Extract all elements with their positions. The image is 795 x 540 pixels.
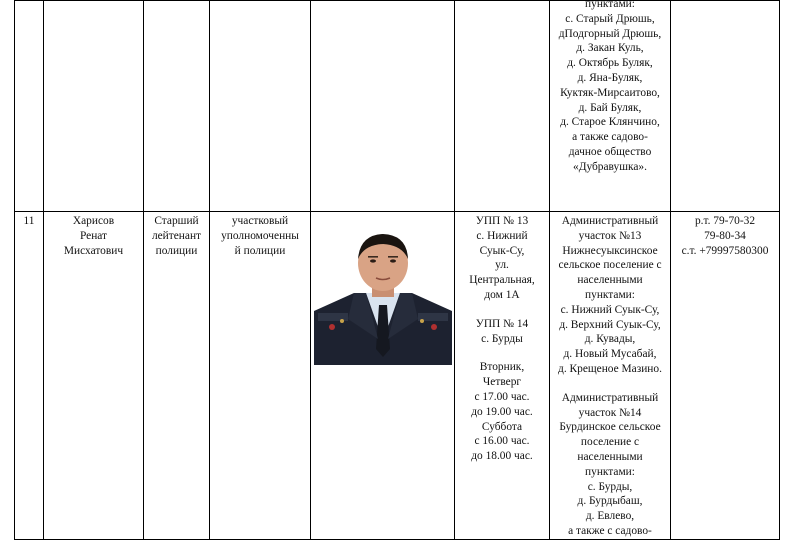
area-line: д. Крещеное Мазино. <box>558 362 662 375</box>
table-row <box>15 212 780 540</box>
area-line: д. Кувады, <box>584 333 636 346</box>
cell-position <box>210 212 311 540</box>
phone-line: р.т. 79-70-32 <box>694 215 756 227</box>
area-line: д. Закан Куль, <box>576 42 644 55</box>
office-line: с. Нижний <box>476 229 528 242</box>
area-line: пунктами: <box>585 288 635 301</box>
office-line: ул. <box>495 259 509 272</box>
area-line: дПодгорный Дрюшь, <box>558 27 662 40</box>
area-line <box>552 377 668 391</box>
cell-name <box>44 212 144 540</box>
area-line: населенными <box>577 274 643 287</box>
position-line: уполномоченны <box>221 229 299 242</box>
cell-office <box>455 1 550 212</box>
area-line: участок №14 <box>578 406 642 419</box>
cell-number <box>15 1 44 212</box>
area-line: «Дубравушка». <box>573 160 647 173</box>
cell-photo <box>311 1 455 212</box>
office-line: Центральная, <box>469 274 535 287</box>
area-line: Куктяк-Мирсаитово, <box>560 86 660 99</box>
name-line: Ренат <box>79 229 108 242</box>
office-line: дом 1А <box>484 288 520 301</box>
office-line <box>457 346 547 360</box>
area-line: а также с садово- <box>568 524 652 537</box>
officer-rank <box>144 212 209 258</box>
area-line: с. Старый Дрюшь, <box>565 12 655 25</box>
officer-name <box>44 212 143 258</box>
office-schedule <box>455 212 549 464</box>
cell-phone <box>671 1 780 212</box>
office-line <box>457 303 547 317</box>
officers-table <box>14 0 780 540</box>
cell-phone <box>671 212 780 540</box>
cell-area <box>550 212 671 540</box>
row-number: 11 <box>23 215 35 227</box>
officer-phones <box>671 212 779 258</box>
area-line: Нижнесуыксинское <box>562 244 658 257</box>
officer-photo <box>314 229 452 365</box>
cell-area <box>550 1 671 212</box>
rank-line: Старший <box>154 215 199 227</box>
area-line: д. Бурдыбаш, <box>577 495 643 508</box>
position-line: участковый <box>231 215 289 227</box>
cell-photo <box>311 212 455 540</box>
area-line: д. Бай Буляк, <box>578 101 642 114</box>
office-line: до 19.00 час. <box>471 405 533 418</box>
position-line: й полиции <box>234 244 286 257</box>
cell-rank <box>144 1 210 212</box>
office-line: с. Бурды <box>481 332 523 345</box>
area-line: пунктами: <box>585 465 635 478</box>
table-row-previous <box>15 1 780 212</box>
phone-line: с.т. +79997580300 <box>681 244 769 257</box>
cell-position <box>210 1 311 212</box>
area-line: Административный <box>561 391 659 404</box>
area-line: дачное общество <box>568 145 652 158</box>
office-line: УПП № 14 <box>475 317 529 330</box>
area-line: Административный <box>561 215 659 227</box>
area-line: сельское поселение с <box>558 259 662 272</box>
cell-rank <box>144 212 210 540</box>
cell-name <box>44 1 144 212</box>
rank-line: лейтенант <box>151 229 202 242</box>
area-line: Бурдинское сельское <box>559 421 661 434</box>
office-line: до 18.00 час. <box>471 450 533 463</box>
area-line: с. Бурды, <box>587 480 633 493</box>
area-line: участок №13 <box>578 229 642 242</box>
rank-line: полиции <box>155 244 198 257</box>
area-line: д. Октябрь Буляк, <box>567 57 653 70</box>
cell-office <box>455 212 550 540</box>
name-line: Харисов <box>72 215 115 227</box>
officer-portrait-image <box>314 229 452 365</box>
cell-number <box>15 212 44 540</box>
area-line: а также садово- <box>572 131 648 144</box>
area-line: д. Новый Мусабай, <box>563 348 657 361</box>
area-line: д. Яна-Буляк, <box>577 71 643 84</box>
name-line: Мисхатович <box>63 244 124 257</box>
area-line: поселение с <box>580 436 640 449</box>
area-line: населенными <box>577 450 643 463</box>
area-line: д. Старое Клянчино, <box>560 116 660 129</box>
office-line: с 17.00 час. <box>474 390 530 403</box>
phone-line: 79-80-34 <box>704 229 746 242</box>
office-line: УПП № 13 <box>475 215 529 227</box>
office-line: Суык-Су, <box>479 244 525 257</box>
office-line: с 16.00 час. <box>474 435 530 448</box>
area-lines <box>550 212 670 539</box>
office-line: Суббота <box>481 420 523 433</box>
area-line: д. Евлево, <box>585 510 635 523</box>
area-lines <box>550 0 670 175</box>
office-line: Четверг <box>482 376 522 389</box>
area-line: д. Верхний Суык-Су, <box>559 318 661 331</box>
office-line: Вторник, <box>479 361 525 374</box>
area-line: пунктами: <box>585 0 635 10</box>
officer-position <box>210 212 310 258</box>
area-line: с. Нижний Суык-Су, <box>560 303 660 316</box>
